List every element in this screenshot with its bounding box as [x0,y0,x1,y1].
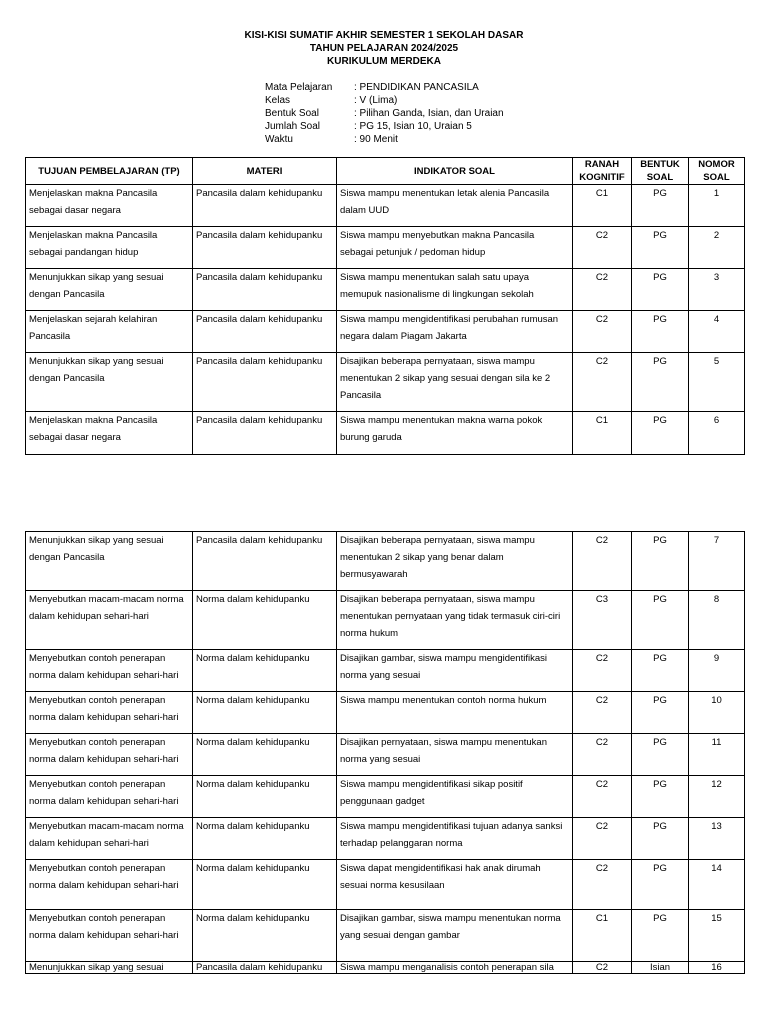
cell-indikator: Siswa mampu mengidentifikasi perubahan rumusan negara dalam Piagam Jakarta [337,311,573,353]
cell-bentuk: PG [632,532,689,591]
cell-indikator: Disajikan pernyataan, siswa mampu menentukan norma yang sesuai [337,734,573,776]
table-row [26,910,745,962]
cell-materi: Norma dalam kehidupanku [193,650,337,692]
cell-nomor: 10 [689,692,745,734]
cell-materi: Norma dalam kehidupanku [193,910,337,962]
cell-indikator: Siswa mampu menganalisis contoh penerapan sila [337,962,573,974]
cell-tp: Menjelaskan makna Pancasila sebagai dasar negara [26,185,193,227]
cell-bentuk: PG [632,818,689,860]
info-label: Mata Pelajaran [265,82,333,93]
info-value: : Pilihan Ganda, Isian, dan Uraian [354,108,504,119]
cell-nomor: 4 [689,311,745,353]
table-row [26,860,745,910]
header-ranah [573,158,632,185]
table-row [26,734,745,776]
header-nomor-line1: NOMOR [698,159,735,170]
cell-ranah: C1 [573,910,632,962]
cell-materi: Pancasila dalam kehidupanku [193,962,337,974]
cell-materi: Pancasila dalam kehidupanku [193,185,337,227]
header-bentuk [632,158,689,185]
cell-materi: Norma dalam kehidupanku [193,591,337,650]
cell-indikator: Siswa dapat mengidentifikasi hak anak dirumah sesuai norma kesusilaan [337,860,573,910]
cell-nomor: 13 [689,818,745,860]
cell-ranah: C1 [573,412,632,455]
cell-bentuk: PG [632,412,689,455]
info-label: Jumlah Soal [265,121,321,132]
cell-materi: Norma dalam kehidupanku [193,692,337,734]
cell-materi: Pancasila dalam kehidupanku [193,227,337,269]
info-label: Waktu [265,134,293,145]
header-nomor [689,158,745,185]
cell-nomor: 14 [689,860,745,910]
cell-ranah: C2 [573,692,632,734]
cell-nomor: 6 [689,412,745,455]
cell-tp: Menunjukkan sikap yang sesuai dengan Pancasila [26,353,193,412]
cell-indikator: Siswa mampu menentukan contoh norma hukum [337,692,573,734]
cell-bentuk: PG [632,650,689,692]
table-row [26,776,745,818]
cell-tp: Menjelaskan makna Pancasila sebagai pandangan hidup [26,227,193,269]
cell-tp: Menunjukkan sikap yang sesuai dengan Pancasila [26,532,193,591]
cell-ranah: C2 [573,962,632,974]
info-value: : V (Lima) [354,95,398,106]
cell-bentuk: PG [632,353,689,412]
info-row-jumlah-soal [265,120,504,133]
table-row [26,962,745,974]
cell-tp: Menyebutkan contoh penerapan norma dalam kehidupan sehari-hari [26,692,193,734]
cell-tp: Menyebutkan contoh penerapan norma dalam kehidupan sehari-hari [26,734,193,776]
cell-nomor: 16 [689,962,745,974]
header-materi: MATERI [193,158,337,185]
cell-indikator: Disajikan beberapa pernyataan, siswa mampu menentukan 2 sikap yang benar dalam bermusyawarah [337,532,573,591]
cell-materi: Norma dalam kehidupanku [193,734,337,776]
table-row [26,311,745,353]
cell-nomor: 9 [689,650,745,692]
cell-nomor: 12 [689,776,745,818]
cell-bentuk: PG [632,227,689,269]
cell-tp: Menjelaskan sejarah kelahiran Pancasila [26,311,193,353]
cell-ranah: C2 [573,860,632,910]
info-row-bentuk-soal [265,107,504,120]
cell-indikator: Siswa mampu mengidentifikasi sikap positif penggunaan gadget [337,776,573,818]
cell-nomor: 5 [689,353,745,412]
document-info [265,81,504,146]
cell-ranah: C2 [573,269,632,311]
header-tp: TUJUAN PEMBELAJARAN (TP) [26,158,193,185]
cell-bentuk: Isian [632,962,689,974]
header-ranah-line2: KOGNITIF [579,172,625,183]
cell-tp: Menyebutkan contoh penerapan norma dalam kehidupan sehari-hari [26,650,193,692]
cell-ranah: C2 [573,311,632,353]
doc-title-line1: KISI-KISI SUMATIF AKHIR SEMESTER 1 SEKOLAH DASAR [244,30,524,41]
table-row [26,532,745,591]
table-row [26,692,745,734]
cell-ranah: C1 [573,185,632,227]
cell-bentuk: PG [632,734,689,776]
table-row [26,185,745,227]
info-value: : PENDIDIKAN PANCASILA [354,82,479,93]
cell-nomor: 15 [689,910,745,962]
cell-bentuk: PG [632,860,689,910]
table-row [26,227,745,269]
cell-bentuk: PG [632,591,689,650]
cell-tp: Menyebutkan contoh penerapan norma dalam kehidupan sehari-hari [26,860,193,910]
cell-indikator: Disajikan gambar, siswa mampu menentukan norma yang sesuai dengan gambar [337,910,573,962]
doc-title-line3: KURIKULUM MERDEKA [327,56,441,67]
cell-tp: Menunjukkan sikap yang sesuai [26,962,193,974]
cell-materi: Pancasila dalam kehidupanku [193,532,337,591]
cell-ranah: C2 [573,734,632,776]
header-nomor-line2: SOAL [703,172,730,183]
cell-ranah: C2 [573,532,632,591]
cell-bentuk: PG [632,185,689,227]
cell-indikator: Siswa mampu menentukan makna warna pokok burung garuda [337,412,573,455]
cell-bentuk: PG [632,692,689,734]
cell-nomor: 11 [689,734,745,776]
cell-materi: Norma dalam kehidupanku [193,860,337,910]
cell-indikator: Disajikan beberapa pernyataan, siswa mampu menentukan 2 sikap yang sesuai dengan sila ke 2 Pancasila [337,353,573,412]
cell-nomor: 2 [689,227,745,269]
cell-bentuk: PG [632,910,689,962]
cell-bentuk: PG [632,776,689,818]
info-value: : 90 Menit [354,134,398,145]
table-header-row [26,158,745,185]
kisi-kisi-table-page2 [25,531,745,974]
cell-ranah: C2 [573,353,632,412]
cell-materi: Pancasila dalam kehidupanku [193,412,337,455]
header-indikator: INDIKATOR SOAL [337,158,573,185]
cell-indikator: Disajikan gambar, siswa mampu mengidentifikasi norma yang sesuai [337,650,573,692]
cell-ranah: C2 [573,650,632,692]
info-label: Bentuk Soal [265,108,319,119]
cell-indikator: Siswa mampu mengidentifikasi tujuan adanya sanksi terhadap pelanggaran norma [337,818,573,860]
cell-ranah: C3 [573,591,632,650]
cell-nomor: 3 [689,269,745,311]
cell-ranah: C2 [573,776,632,818]
cell-materi: Norma dalam kehidupanku [193,776,337,818]
doc-title-line2: TAHUN PELAJARAN 2024/2025 [309,43,459,54]
cell-ranah: C2 [573,227,632,269]
cell-tp: Menjelaskan makna Pancasila sebagai dasar negara [26,412,193,455]
cell-tp: Menyebutkan macam-macam norma dalam kehidupan sehari-hari [26,591,193,650]
cell-nomor: 8 [689,591,745,650]
cell-bentuk: PG [632,311,689,353]
cell-indikator: Disajikan beberapa pernyataan, siswa mampu menentukan pernyataan yang tidak termasuk ciri-ciri norma hukum [337,591,573,650]
cell-tp: Menyebutkan contoh penerapan norma dalam kehidupan sehari-hari [26,910,193,962]
table-row [26,412,745,455]
header-ranah-line1: RANAH [584,159,620,170]
header-bentuk-line2: SOAL [646,172,674,183]
cell-indikator: Siswa mampu menentukan letak alenia Pancasila dalam UUD [337,185,573,227]
header-bentuk-line1: BENTUK [640,159,680,170]
kisi-kisi-table-page1 [25,157,745,455]
cell-nomor: 7 [689,532,745,591]
info-label: Kelas [265,95,291,106]
table-row [26,818,745,860]
info-row-mata-pelajaran [265,81,504,94]
cell-indikator: Siswa mampu menentukan salah satu upaya memupuk nasionalisme di lingkungan sekolah [337,269,573,311]
cell-indikator: Siswa mampu menyebutkan makna Pancasila sebagai petunjuk / pedoman hidup [337,227,573,269]
info-row-kelas [265,94,504,107]
cell-tp: Menunjukkan sikap yang sesuai dengan Pancasila [26,269,193,311]
table-row [26,269,745,311]
table-row [26,591,745,650]
info-value: : PG 15, Isian 10, Uraian 5 [354,121,472,132]
cell-ranah: C2 [573,818,632,860]
cell-materi: Pancasila dalam kehidupanku [193,353,337,412]
info-row-waktu [265,133,504,146]
table-row [26,650,745,692]
cell-tp: Menyebutkan contoh penerapan norma dalam kehidupan sehari-hari [26,776,193,818]
cell-materi: Pancasila dalam kehidupanku [193,311,337,353]
table-row [26,353,745,412]
cell-tp: Menyebutkan macam-macam norma dalam kehidupan sehari-hari [26,818,193,860]
cell-bentuk: PG [632,269,689,311]
cell-materi: Norma dalam kehidupanku [193,818,337,860]
cell-nomor: 1 [689,185,745,227]
cell-materi: Pancasila dalam kehidupanku [193,269,337,311]
